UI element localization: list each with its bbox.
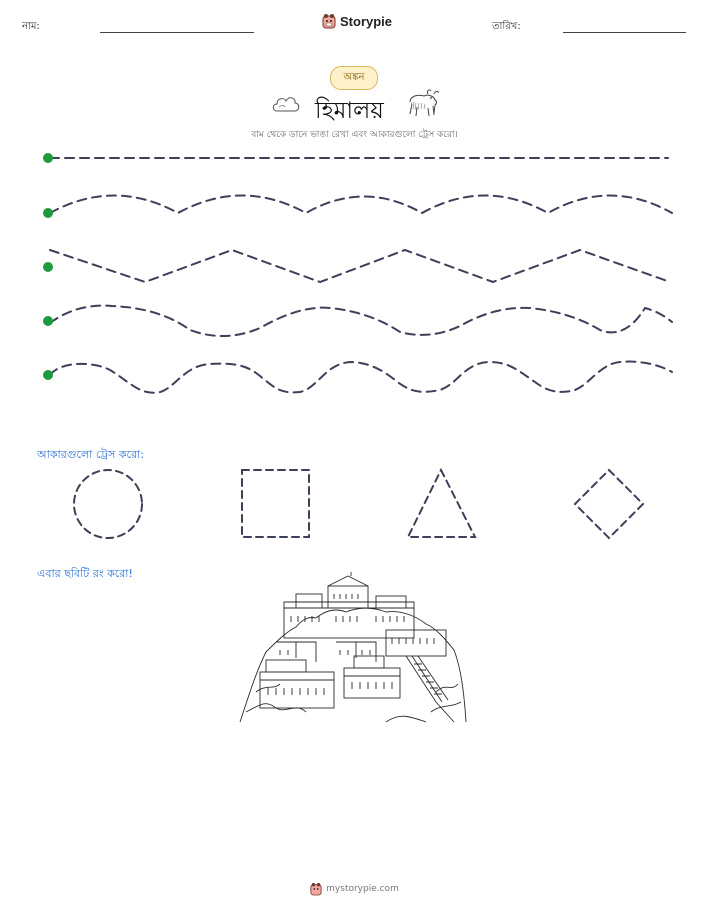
date-label: তারিখ: — [492, 21, 521, 32]
trace-circle[interactable] — [74, 470, 142, 538]
start-dot — [43, 153, 53, 163]
trace-triangle[interactable] — [408, 470, 475, 537]
page-title: হিমালয় — [315, 98, 384, 124]
category-badge: অঙ্কন — [330, 66, 378, 90]
instruction-text: বাম থেকে ডানে ভাঙা রেখা এবং আকারগুলো ট্রেস করো। — [251, 130, 458, 140]
coloring-section-title: এবার ছবিটি রং করো! — [37, 567, 133, 580]
storypie-logo-icon — [310, 882, 322, 896]
start-dot — [43, 370, 53, 380]
shapes-row — [0, 462, 709, 546]
cloud-icon — [271, 93, 301, 117]
trace-line-arcs[interactable] — [50, 196, 672, 214]
trace-line-bumps[interactable] — [50, 362, 672, 393]
start-dot — [43, 316, 53, 326]
monastery-coloring-image[interactable] — [236, 572, 468, 732]
date-field-line[interactable] — [563, 32, 686, 33]
yak-icon — [404, 88, 440, 120]
brand — [322, 13, 392, 29]
name-field-line[interactable] — [100, 32, 254, 33]
start-dot — [43, 208, 53, 218]
trace-line-wave[interactable] — [50, 306, 672, 336]
tracing-lines — [0, 140, 709, 400]
storypie-logo-icon — [322, 13, 336, 29]
shapes-section-title: আকারগুলো ট্রেস করো: — [37, 448, 144, 461]
name-label: নাম: — [22, 21, 40, 32]
footer — [0, 882, 709, 896]
footer-site-link[interactable]: mystorypie.com — [326, 884, 399, 894]
trace-diamond[interactable] — [575, 470, 643, 538]
trace-square[interactable] — [242, 470, 309, 537]
start-dot — [43, 262, 53, 272]
trace-line-zigzag[interactable] — [50, 250, 670, 282]
brand-name: Storypie — [340, 13, 393, 29]
